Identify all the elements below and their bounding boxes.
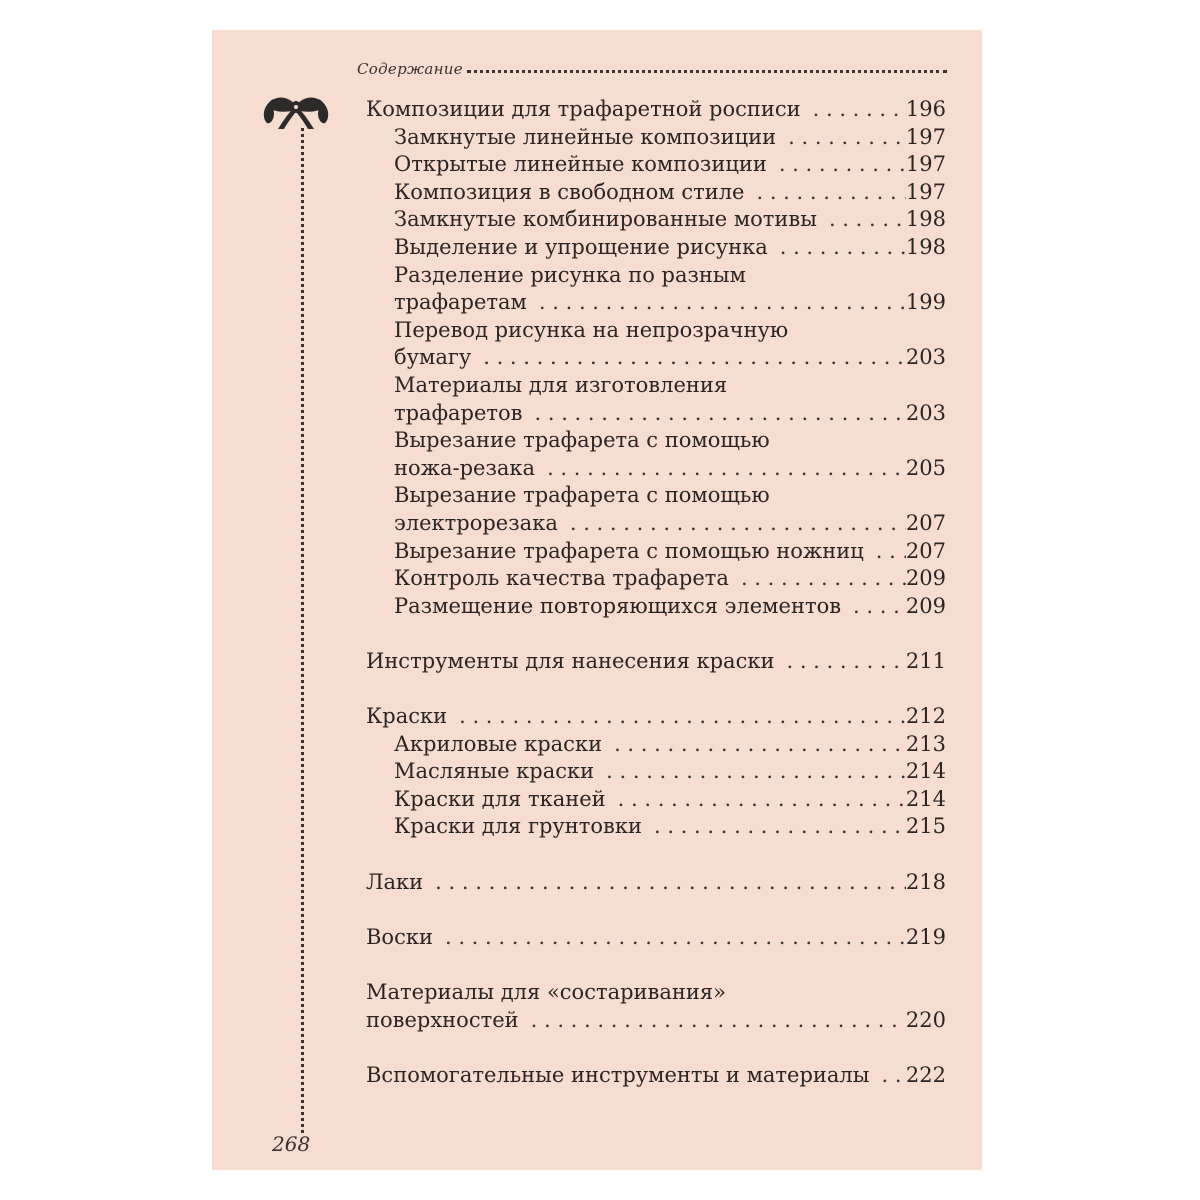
toc-entry-title-line: Материалы для «состаривания» bbox=[366, 980, 726, 1004]
dot-leader bbox=[774, 648, 905, 676]
toc-entry-title: Лаки bbox=[366, 869, 424, 894]
dot-leader bbox=[471, 344, 906, 372]
header-dot-leader bbox=[467, 70, 947, 73]
toc-entry-line bbox=[366, 924, 946, 952]
toc-page-number: 203 bbox=[905, 345, 946, 370]
toc-entry-line bbox=[394, 344, 946, 372]
bow-icon bbox=[258, 92, 334, 134]
toc-entry-line bbox=[394, 124, 946, 152]
toc-page-number: 196 bbox=[905, 97, 946, 121]
toc-entry-line bbox=[366, 703, 946, 731]
toc-entry bbox=[366, 179, 946, 207]
toc-entry bbox=[366, 151, 946, 179]
dot-leader bbox=[535, 455, 906, 483]
toc-entry bbox=[366, 234, 946, 262]
toc-entry bbox=[366, 758, 946, 786]
toc-entry-title: Замкнутые комбинированные мотивы bbox=[394, 207, 817, 232]
toc-entry bbox=[366, 317, 946, 372]
toc-entry-line bbox=[366, 869, 946, 897]
toc-entry-title: Размещение повторяющихся элементов bbox=[394, 593, 842, 618]
toc-entry-title: Краски для тканей bbox=[394, 786, 606, 811]
toc-entry-line bbox=[394, 731, 946, 759]
toc-entry-title: Композиция в свободном стиле bbox=[394, 179, 745, 204]
table-of-contents bbox=[366, 96, 946, 1089]
toc-entry-line bbox=[394, 813, 946, 841]
toc-entry-title: трафаретам bbox=[394, 290, 527, 315]
dot-leader bbox=[776, 124, 906, 152]
dot-leader bbox=[729, 565, 906, 593]
toc-entry-line bbox=[394, 151, 946, 179]
dot-leader bbox=[864, 538, 906, 566]
toc-entry bbox=[366, 924, 946, 952]
toc-entry-title-line: Разделение рисунка по разным bbox=[394, 262, 746, 287]
page-number: 268 bbox=[272, 1132, 311, 1156]
toc-entry-title: Масляные краски bbox=[394, 759, 595, 784]
toc-page-number: 214 bbox=[905, 786, 946, 811]
toc-page-number: 219 bbox=[905, 924, 946, 949]
toc-entry-title: трафаретов bbox=[394, 400, 523, 425]
dot-leader bbox=[744, 179, 905, 207]
toc-page-number: 220 bbox=[905, 1007, 946, 1032]
toc-entry-title-line: Вырезание трафарета с помощью bbox=[394, 428, 770, 453]
toc-entry-line bbox=[394, 400, 946, 428]
toc-page-number: 222 bbox=[905, 1062, 946, 1087]
toc-page-number: 199 bbox=[905, 290, 946, 315]
toc-entry-title: Краски bbox=[366, 704, 448, 729]
dot-leader bbox=[841, 593, 906, 621]
toc-page-number: 198 bbox=[905, 234, 946, 259]
dot-leader bbox=[642, 813, 906, 841]
dot-leader bbox=[447, 703, 906, 731]
toc-entry bbox=[366, 124, 946, 152]
toc-entry-title: Воски bbox=[366, 924, 433, 949]
toc-page-number: 213 bbox=[905, 731, 946, 756]
toc-entry-title: Замкнутые линейные композиции bbox=[394, 124, 777, 149]
toc-entry-title: поверхностей bbox=[366, 1007, 519, 1032]
toc-entry bbox=[366, 869, 946, 897]
toc-entry-title: Вспомогательные инструменты и материалы bbox=[366, 1062, 870, 1087]
toc-entry-line bbox=[394, 455, 946, 483]
dot-leader bbox=[558, 510, 906, 538]
toc-entry bbox=[366, 703, 946, 731]
dot-leader bbox=[801, 96, 906, 124]
toc-entry-line bbox=[366, 1062, 946, 1090]
toc-entry bbox=[366, 593, 946, 621]
toc-entry bbox=[366, 427, 946, 482]
toc-page-number: 205 bbox=[905, 455, 946, 480]
toc-entry-title: ножа-резака bbox=[394, 455, 536, 480]
toc-entry bbox=[366, 813, 946, 841]
dot-leader bbox=[767, 151, 906, 179]
dot-leader bbox=[519, 1007, 906, 1035]
toc-entry-title: Контроль качества трафарета bbox=[394, 566, 729, 591]
dot-leader bbox=[870, 1062, 906, 1090]
toc-entry bbox=[366, 262, 946, 317]
toc-entry-line bbox=[394, 510, 946, 538]
book-page bbox=[212, 30, 982, 1170]
toc-entry-title: Вырезание трафарета с помощью ножниц bbox=[394, 538, 864, 563]
toc-entry bbox=[366, 206, 946, 234]
toc-entry bbox=[366, 565, 946, 593]
toc-page-number: 212 bbox=[905, 704, 946, 729]
dot-leader bbox=[606, 786, 906, 814]
toc-entry-title: Выделение и упрощение рисунка bbox=[394, 234, 768, 259]
toc-entry-title: Открытые линейные композиции bbox=[394, 152, 767, 177]
toc-entry-line bbox=[366, 648, 946, 676]
toc-entry-line bbox=[394, 565, 946, 593]
toc-page-number: 203 bbox=[905, 400, 946, 425]
toc-entry bbox=[366, 96, 946, 124]
toc-page-number: 197 bbox=[905, 152, 946, 177]
dot-leader bbox=[523, 400, 906, 428]
toc-page-number: 214 bbox=[905, 759, 946, 784]
toc-entry-title-line: Перевод рисунка на непрозрачную bbox=[394, 317, 789, 342]
toc-entry bbox=[366, 731, 946, 759]
toc-entry-line bbox=[394, 758, 946, 786]
toc-entry-line bbox=[394, 538, 946, 566]
toc-entry-title: Краски для грунтовки bbox=[394, 814, 642, 839]
toc-page-number: 218 bbox=[905, 869, 946, 894]
dot-leader bbox=[527, 289, 906, 317]
running-title: Содержание bbox=[357, 60, 463, 78]
toc-entry-line bbox=[394, 206, 946, 234]
toc-page-number: 211 bbox=[905, 648, 946, 673]
toc-entry-line bbox=[394, 786, 946, 814]
toc-entry-title: Инструменты для нанесения краски bbox=[366, 648, 775, 673]
toc-page-number: 207 bbox=[905, 510, 946, 535]
toc-entry-title: Акриловые краски bbox=[394, 731, 603, 756]
toc-entry bbox=[366, 538, 946, 566]
toc-page-number: 215 bbox=[905, 814, 946, 839]
toc-page-number: 197 bbox=[905, 179, 946, 204]
toc-entry bbox=[366, 372, 946, 427]
margin-dotted-rule bbox=[301, 128, 304, 1133]
dot-leader bbox=[768, 234, 906, 262]
toc-entry-title-line: Материалы для изготовления bbox=[394, 372, 728, 397]
toc-entry-title: бумагу bbox=[394, 345, 472, 370]
toc-entry-line bbox=[394, 234, 946, 262]
toc-page-number: 197 bbox=[905, 124, 946, 149]
toc-entry bbox=[366, 1062, 946, 1090]
dot-leader bbox=[594, 758, 906, 786]
toc-page-number: 209 bbox=[905, 593, 946, 618]
dot-leader bbox=[817, 206, 906, 234]
dot-leader bbox=[423, 869, 906, 897]
toc-entry-line bbox=[394, 289, 946, 317]
toc-entry-title: Композиции для трафаретной росписи bbox=[366, 97, 801, 121]
toc-entry bbox=[366, 482, 946, 537]
toc-page-number: 207 bbox=[905, 538, 946, 563]
toc-page-number: 209 bbox=[905, 566, 946, 591]
toc-entry bbox=[366, 786, 946, 814]
toc-page-number: 198 bbox=[905, 207, 946, 232]
toc-entry-line bbox=[366, 1007, 946, 1035]
dot-leader bbox=[602, 731, 906, 759]
dot-leader bbox=[433, 924, 906, 952]
toc-entry bbox=[366, 979, 946, 1034]
toc-entry bbox=[366, 648, 946, 676]
running-header bbox=[357, 52, 947, 78]
toc-entry-title: электрорезака bbox=[394, 510, 558, 535]
toc-entry-title-line: Вырезание трафарета с помощью bbox=[394, 483, 770, 508]
toc-entry-line bbox=[366, 96, 946, 124]
toc-entry-line bbox=[394, 179, 946, 207]
toc-entry-line bbox=[394, 593, 946, 621]
